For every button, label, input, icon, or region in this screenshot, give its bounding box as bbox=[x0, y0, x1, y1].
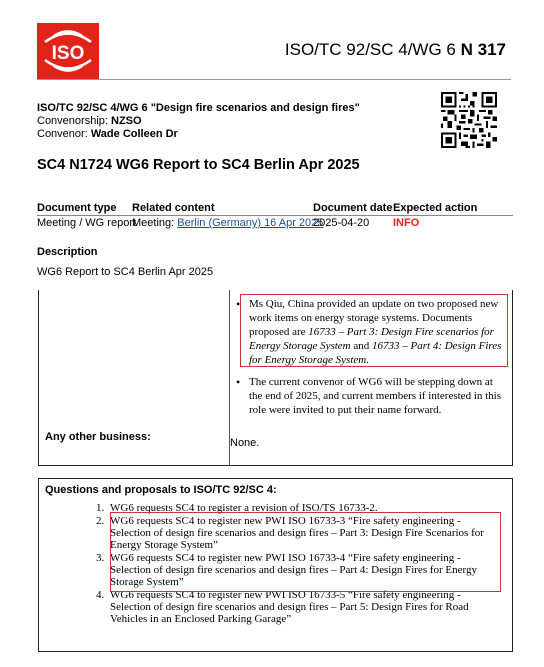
committee-name: ISO/TC 92/SC 4/WG 6 "Design fire scenarios and design fires" bbox=[37, 102, 360, 114]
header-divider bbox=[37, 79, 511, 80]
metadata-row bbox=[37, 217, 513, 230]
convenorship-label: Convenorship: bbox=[37, 115, 108, 127]
bullet-1-text-a: Ms Qiu, China provided an update on two proposed new work items on energy storage systems. Documents proposed are bbox=[249, 298, 499, 338]
bullet-1-italic-a: 16733 – Part 3: Design Fire scenarios for Energy Storage System bbox=[249, 326, 494, 352]
convenor-line bbox=[37, 128, 360, 141]
proposal-number: 3. bbox=[96, 552, 105, 564]
questions-heading: Questions and proposals to ISO/TC 92/SC 4: bbox=[45, 484, 277, 496]
document-type-value: Meeting / WG report bbox=[37, 217, 137, 229]
expected-action-value: INFO bbox=[393, 217, 420, 229]
iso-logo bbox=[37, 23, 99, 79]
metadata-divider bbox=[37, 215, 513, 216]
highlight-box-proposals bbox=[110, 512, 501, 592]
highlight-box-bullet bbox=[240, 294, 508, 367]
header-document-type: Document type bbox=[37, 202, 117, 214]
any-other-business-label: Any other business: bbox=[45, 431, 151, 443]
proposal-text: WG6 requests SC4 to register a revision of ISO/TS 16733-2. bbox=[110, 502, 378, 514]
doc-number: N 317 bbox=[460, 40, 506, 59]
bullet-1-italic-b: 16733 – Part 4: Design Fires for Energy Storage System. bbox=[249, 340, 502, 366]
bullet-1-text-b: and bbox=[350, 340, 373, 352]
convenorship-line bbox=[37, 115, 360, 128]
proposal-text: WG6 requests SC4 to register new PWI ISO 16733-4 “Fire safety engineering - Selection of design fire scenarios and design fires – Part 4: Design Fires for Energy Storage System” bbox=[110, 552, 477, 588]
description-text: WG6 Report to SC4 Berlin Apr 2025 bbox=[37, 266, 214, 278]
related-prefix: Meeting: bbox=[132, 217, 175, 229]
iso-logo-text: ISO bbox=[51, 43, 85, 64]
metadata-header-row bbox=[37, 202, 513, 214]
meeting-link[interactable]: Berlin (Germany) 16 Apr 2025 bbox=[177, 217, 324, 229]
proposal-item bbox=[86, 589, 496, 625]
proposal-text: WG6 requests SC4 to register new PWI ISO 16733-5 “Fire safety engineering - Selection of design fire scenarios and design fires – Part 5: Design Fires for Road Vehicles in an Enclosed Parking Garage” bbox=[110, 589, 469, 625]
document-title: SC4 N1724 WG6 Report to SC4 Berlin Apr 2025 bbox=[37, 157, 360, 173]
committee-block bbox=[37, 102, 360, 141]
proposal-number: 1. bbox=[96, 502, 105, 514]
bullet-convenor-change: • The current convenor of WG6 will be stepping down at the end of 2025, and current members if interested in this role were invited to put their name forward. bbox=[233, 375, 508, 417]
convenor-value: Wade Colleen Dr bbox=[90, 128, 178, 140]
proposal-number: 4. bbox=[96, 589, 105, 601]
header-expected-action: Expected action bbox=[393, 202, 478, 214]
description-label: Description bbox=[37, 246, 98, 258]
any-other-business-value: None. bbox=[230, 437, 260, 449]
doc-ref-prefix: ISO/TC 92/SC 4/WG 6 bbox=[284, 40, 456, 59]
header-document-date: Document date bbox=[313, 202, 393, 214]
related-content-value bbox=[132, 217, 323, 229]
qr-code-icon bbox=[441, 92, 497, 148]
header-related-content: Related content bbox=[132, 202, 215, 214]
proposal-number: 2. bbox=[96, 515, 105, 527]
document-reference bbox=[285, 40, 506, 60]
convenorship-value: NZSO bbox=[111, 115, 142, 127]
convenor-label: Convenor: bbox=[37, 128, 88, 140]
metadata-table bbox=[37, 202, 513, 230]
proposal-text: WG6 requests SC4 to register new PWI ISO 16733-3 “Fire safety engineering - Selection of design fire scenarios and design fires – Part 3: Design Fire Scenarios for Energy Storage System” bbox=[110, 515, 484, 551]
document-date-value: 2025-04-20 bbox=[313, 217, 370, 229]
